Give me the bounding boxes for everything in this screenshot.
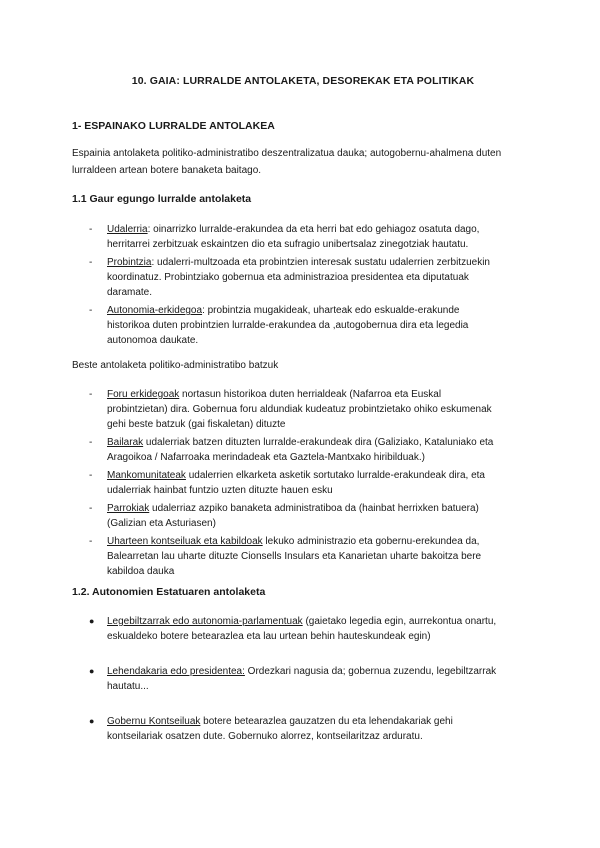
document-title: 10. GAIA: LURRALDE ANTOLAKETA, DESOREKAK ETA POLITIKAK (131, 75, 475, 87)
term-label: Probintzia (107, 257, 152, 268)
section-1-heading: 1- ESPAINAKO LURRALDE ANTOLAKEA (72, 120, 275, 132)
item-text: botere betearazlea gauzatzen du eta lehendakariak gehi kontseilariak osatzen dute. Gobernuko alorrez, kontseilaritzaz arduratu. (107, 716, 453, 742)
term-label: Gobernu Kontseiluak (107, 716, 201, 727)
dash-marker: - (89, 389, 93, 400)
term-label: Lehendakaria edo presidentea: (107, 666, 245, 677)
term-label: Udalerria (107, 224, 148, 235)
dash-marker: - (89, 536, 93, 547)
list-item (72, 501, 502, 531)
dash-marker: - (89, 503, 93, 514)
item-text: nortasun historikoa duten herrialdeak (Nafarroa eta Euskal probintzietan) dira. Gobernua foru aldundiak kudeatuz probintzietako ohiko eskumenak gehi beste batzuk (gai fiskaletan) dituzte (107, 389, 492, 430)
section-1-intro: Espainia antolaketa politiko-administratibo deszentralizatua dauka; autogobernu-ahalmena duten lurraldeen artean botere banaketa baitago. (72, 148, 502, 176)
list-item (72, 222, 502, 252)
list-item (72, 435, 502, 465)
term-label: Mankomunitateak (107, 470, 186, 481)
list-item (72, 664, 502, 694)
item-text: : udalerri-multzoada eta probintzien interesak sustatu udalerrien zerbitzuekin koordinatuz. Probintziako gobernua eta administrazioa presidentea eta diputatuak daramate. (107, 257, 490, 298)
term-label: Legebiltzarrak edo autonomia-parlamentuak (107, 616, 303, 627)
item-text: : probintzia mugakideak, uharteak edo eskualde-erakunde historikoa duten probintzien lurralde-erakundea da ,autogobernua dira eta legedia autonomoa daukate. (107, 305, 469, 346)
list-item (72, 468, 502, 498)
term-label: Foru erkidegoak (107, 389, 180, 400)
dash-marker: - (89, 437, 93, 448)
term-label: Autonomia-erkidegoa (107, 305, 203, 316)
item-text: udalerriaz azpiko banaketa administratiboa da (hainbat herrixken batuera) (Galizian eta Asturiasen) (107, 503, 479, 529)
list-item (72, 303, 502, 348)
term-label: Parrokiak (107, 503, 150, 514)
bullet-marker: ● (89, 616, 95, 626)
term-label: Uharteen kontseiluak eta kabildoak (107, 536, 263, 547)
other-list (72, 387, 502, 582)
item-text: (gaietako legedia egin, aurrekontua onartu, eskualdeko botere betearazlea eta lau urtean behin hauteskundeak egin) (107, 616, 497, 642)
list-item (72, 534, 502, 579)
item-text: lekuko administrazio eta gobernu-erekundea da, Balearretan lau uharte dituzte Cionsells Insulars eta Kanarietan uharte bakoitza bere kabildoa dauka (107, 536, 482, 577)
section-1-2-list (72, 614, 502, 764)
bullet-marker: ● (89, 716, 95, 726)
section-1-1-heading: 1.1 Gaur egungo lurralde antolaketa (72, 193, 252, 205)
item-text: udalerrien elkarketa asketik sortutako lurralde-erakundeak dira, eta udalerriak hainbat funtzio uzten dituzte hauen esku (107, 470, 485, 496)
dash-marker: - (89, 305, 93, 316)
list-item (72, 714, 502, 744)
dash-marker: - (89, 257, 93, 268)
item-text: : oinarrizko lurralde-erakundea da eta herri bat edo gehiagoz osatuta dago, herritarrei zerbitzuak eskaintzen dio eta sufragio unibertsalaz zinegotziak hautatu. (107, 224, 480, 250)
list-item (72, 255, 502, 300)
other-intro: Beste antolaketa politiko-administratibo batzuk (72, 360, 279, 371)
list-item (72, 614, 502, 644)
dash-marker: - (89, 470, 93, 481)
dash-marker: - (89, 224, 93, 235)
list-item (72, 387, 502, 432)
bullet-marker: ● (89, 666, 95, 676)
item-text: Ordezkari nagusia da; gobernua zuzendu, legebiltzarrak hautatu... (107, 666, 497, 692)
term-label: Bailarak (107, 437, 144, 448)
item-text: udalerriak batzen dituzten lurralde-erakundeak dira (Galiziako, Kataluniako eta Aragoikoa / Nafarroaka merindadeak eta Gaztela-Mantxako hiribilduak.) (107, 437, 494, 463)
section-1-1-list (72, 222, 502, 351)
section-1-2-heading: 1.2. Autonomien Estatuaren antolaketa (72, 586, 266, 598)
